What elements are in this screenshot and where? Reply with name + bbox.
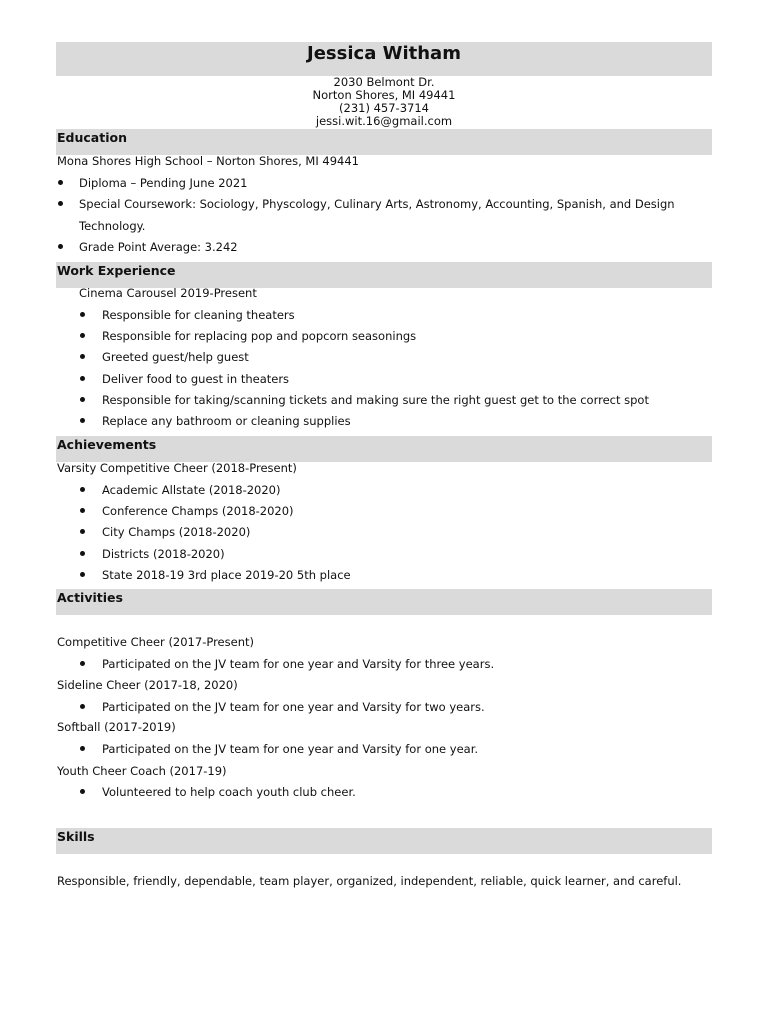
- bullet-icon: [80, 333, 85, 338]
- education-item: Grade Point Average: 3.242: [79, 240, 238, 254]
- bullet-icon: [80, 354, 85, 359]
- education-heading: Education: [57, 130, 127, 145]
- achievement-item: Academic Allstate (2018-2020): [102, 483, 281, 497]
- activities-band: [56, 589, 712, 615]
- bullet-icon: [80, 397, 85, 402]
- achievement-item: Districts (2018-2020): [102, 547, 225, 561]
- education-item: Diploma – Pending June 2021: [79, 176, 248, 190]
- skills-text: Responsible, friendly, dependable, team player, organized, independent, reliable, quick learner, and careful.: [57, 874, 682, 888]
- skills-heading: Skills: [57, 829, 95, 844]
- bullet-icon: [80, 376, 85, 381]
- activity-item: Participated on the JV team for one year and Varsity for one year.: [102, 742, 479, 756]
- bullet-icon: [80, 508, 85, 513]
- achievement-item: Conference Champs (2018-2020): [102, 504, 294, 518]
- bullet-icon: [80, 312, 85, 317]
- achievement-item: State 2018-19 3rd place 2019-20 5th place: [102, 568, 351, 582]
- bullet-icon: [80, 704, 85, 709]
- work-heading: Work Experience: [57, 263, 176, 278]
- email-line: jessi.wit.16@gmail.com: [315, 114, 453, 128]
- activity-item: Participated on the JV team for one year and Varsity for three years.: [102, 657, 495, 671]
- achievements-heading: Achievements: [57, 437, 157, 452]
- bullet-icon: [80, 418, 85, 423]
- activity-title: Competitive Cheer (2017-Present): [57, 635, 254, 649]
- activity-title: Sideline Cheer (2017-18, 2020): [57, 678, 238, 692]
- work-item: Responsible for replacing pop and popcorn seasonings: [102, 329, 417, 343]
- bullet-icon: [80, 572, 85, 577]
- bullet-icon: [58, 201, 63, 206]
- activities-heading: Activities: [57, 590, 123, 605]
- bullet-icon: [58, 244, 63, 249]
- skills-band: [56, 828, 712, 854]
- bullet-icon: [80, 487, 85, 492]
- bullet-icon: [80, 789, 85, 794]
- achievements-title: Varsity Competitive Cheer (2018-Present): [57, 461, 297, 475]
- address-line: 2030 Belmont Dr.: [333, 75, 435, 89]
- bullet-icon: [58, 180, 63, 185]
- work-item: Deliver food to guest in theaters: [102, 372, 290, 386]
- city-line: Norton Shores, MI 49441: [312, 88, 456, 102]
- activity-item: Volunteered to help coach youth club cheer.: [102, 785, 356, 799]
- activity-item: Participated on the JV team for one year and Varsity for two years.: [102, 700, 485, 714]
- work-item: Responsible for cleaning theaters: [102, 308, 295, 322]
- work-item: Responsible for taking/scanning tickets and making sure the right guest get to the correct spot: [102, 393, 649, 407]
- bullet-icon: [80, 551, 85, 556]
- work-item: Greeted guest/help guest: [102, 350, 249, 364]
- achievement-item: City Champs (2018-2020): [102, 525, 251, 539]
- school-line: Mona Shores High School – Norton Shores, MI 49441: [57, 154, 359, 168]
- bullet-icon: [80, 746, 85, 751]
- work-item: Replace any bathroom or cleaning supplies: [102, 414, 351, 428]
- education-band: [56, 129, 712, 155]
- activity-title: Softball (2017-2019): [57, 720, 176, 734]
- education-item-continued: Technology.: [79, 219, 146, 233]
- education-item: Special Coursework: Sociology, Physcology, Culinary Arts, Astronomy, Accounting, Spanish, and Design: [79, 197, 675, 211]
- bullet-icon: [80, 529, 85, 534]
- resume-name: Jessica Witham: [307, 43, 461, 64]
- bullet-icon: [80, 661, 85, 666]
- employer-line: Cinema Carousel 2019-Present: [79, 286, 257, 300]
- phone-line: (231) 457-3714: [339, 101, 429, 115]
- activity-title: Youth Cheer Coach (2017-19): [57, 764, 227, 778]
